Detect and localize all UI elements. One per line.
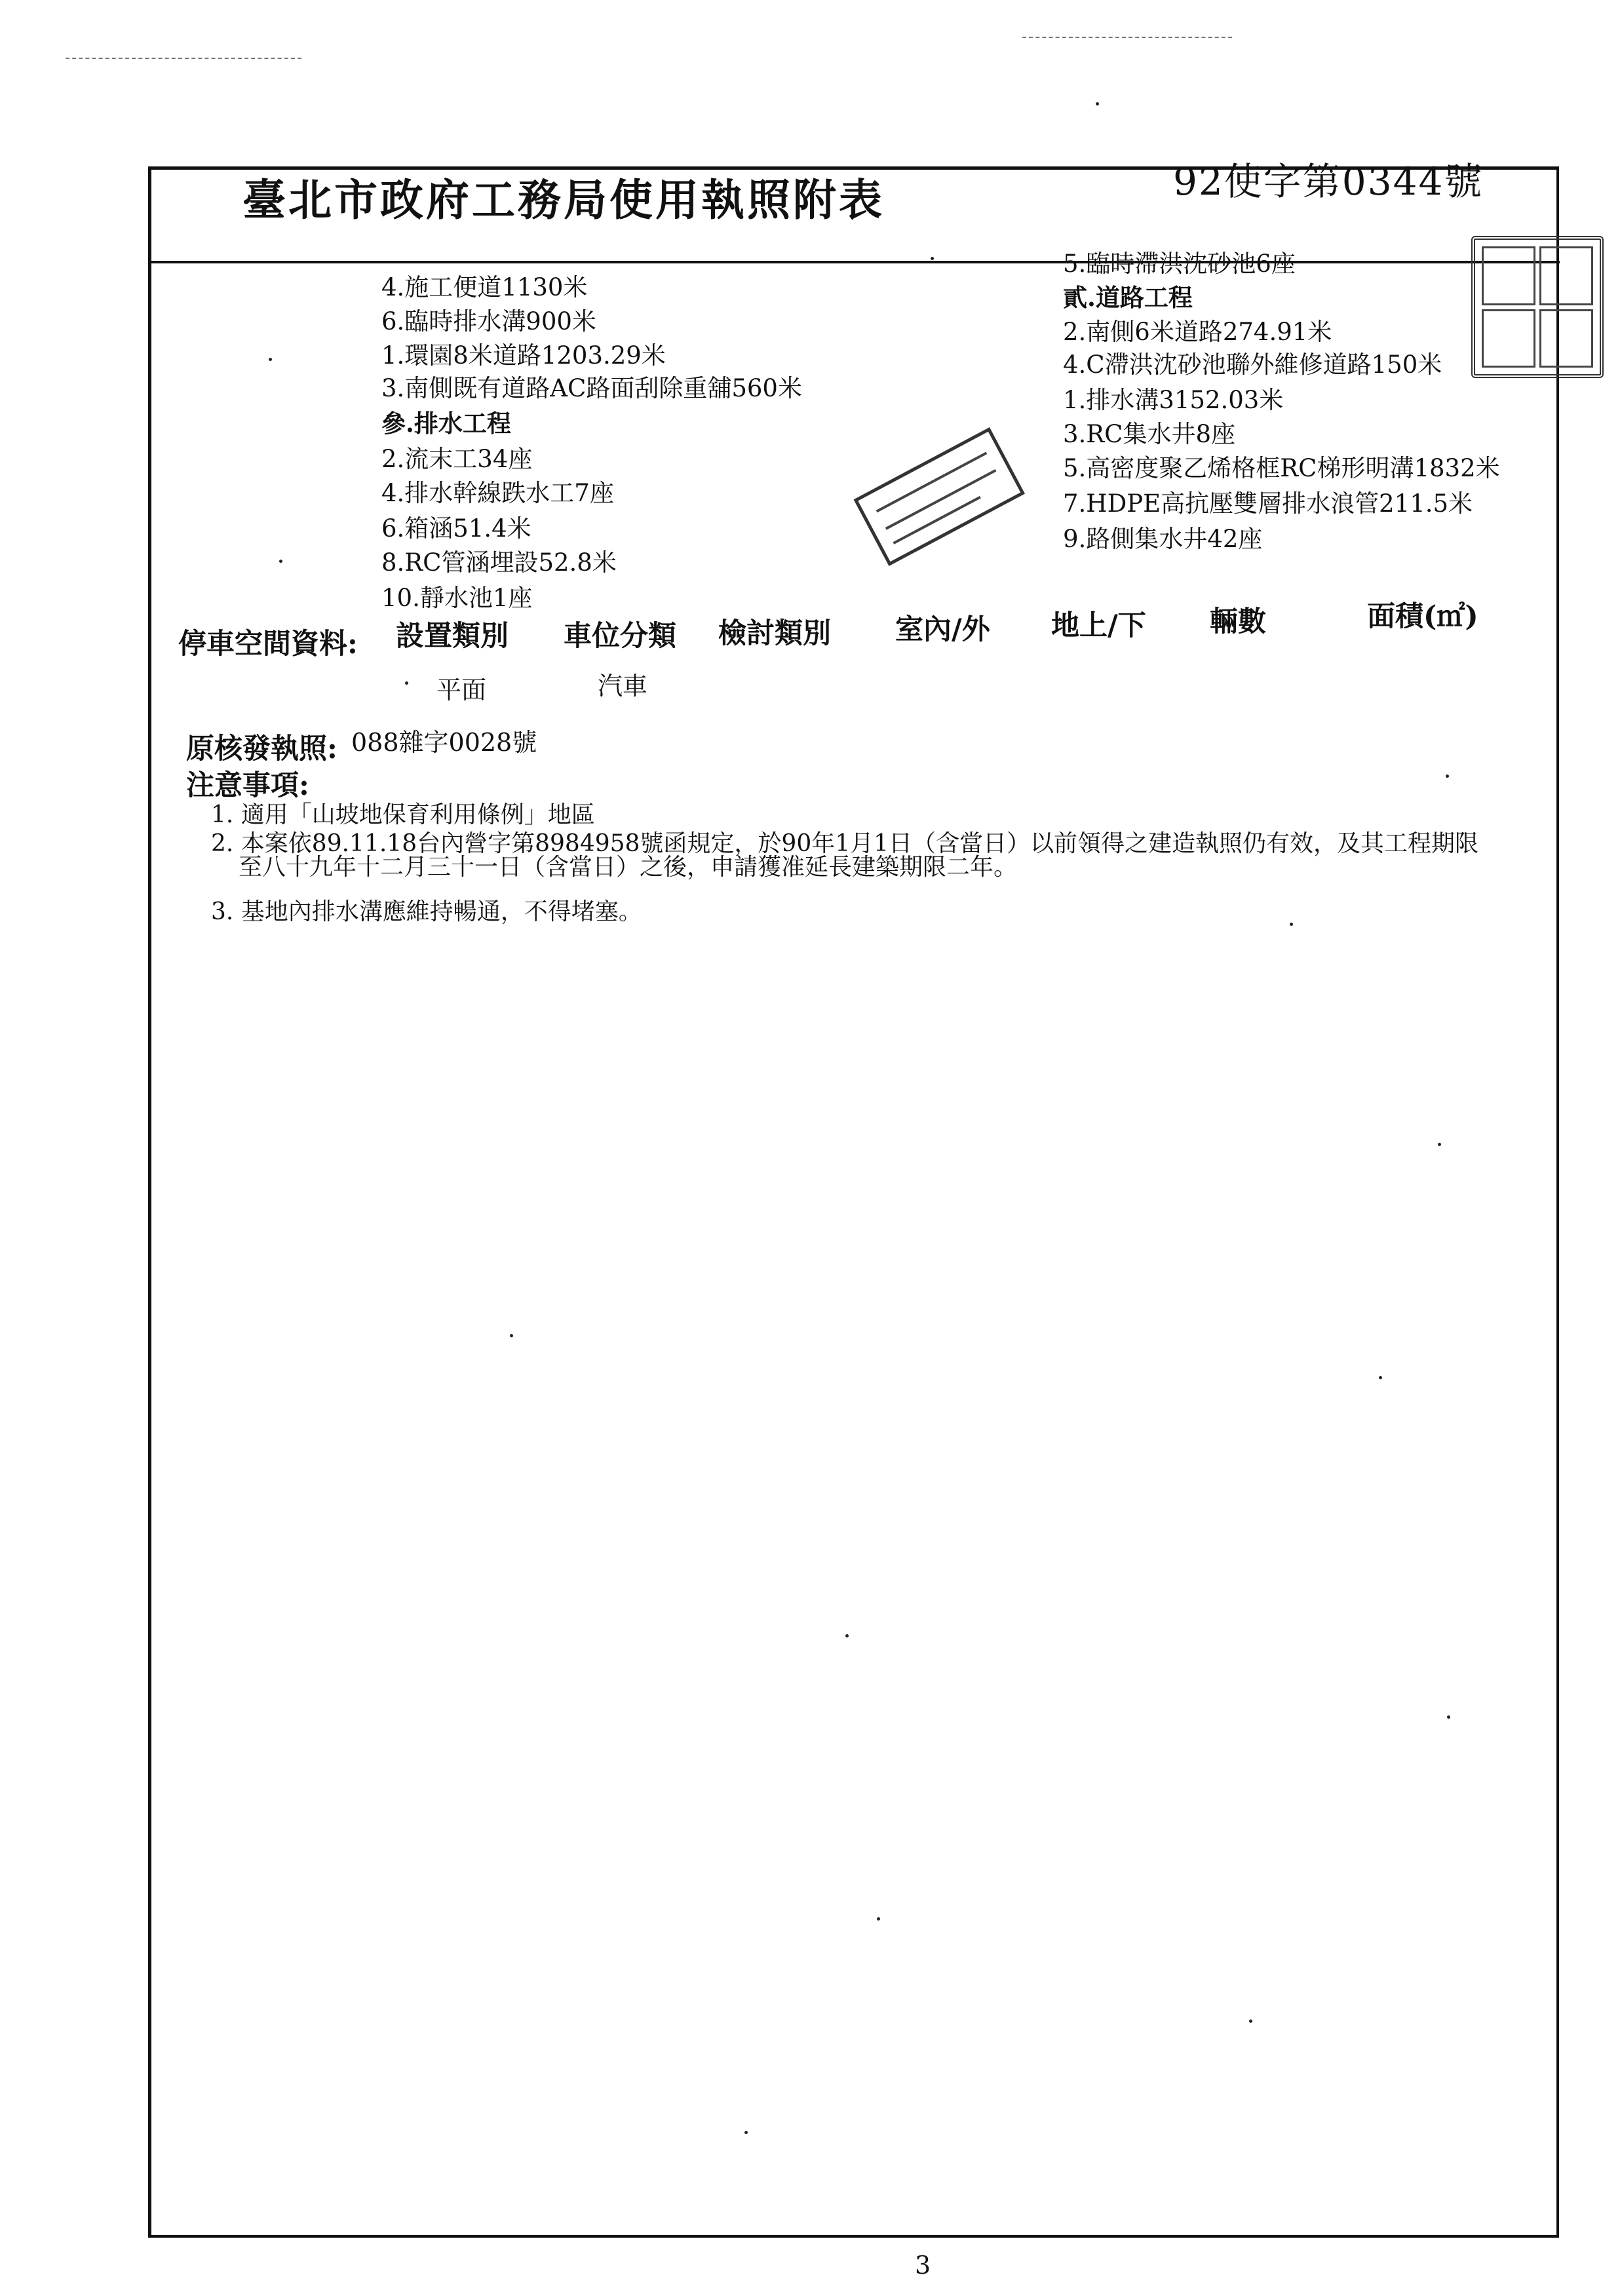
permit-number: 92使字第0344號 xyxy=(1173,159,1484,204)
item-left: 4.施工便道1130米 xyxy=(381,273,588,301)
note-item: 2. 本案依89.11.18台內營字第8984958號函規定，於90年1月1日（含當日）以前領得之建造執照仍有效，及其工程期限 xyxy=(211,830,1479,857)
scan-speck xyxy=(1446,775,1449,778)
original-permit-label: 原核發執照: xyxy=(186,733,338,765)
item-right: 1.排水溝3152.03米 xyxy=(1063,386,1284,414)
official-seal-icon xyxy=(1471,236,1604,378)
page-number: 3 xyxy=(915,2251,931,2280)
scan-speck xyxy=(744,2131,748,2134)
scan-speck xyxy=(845,1634,849,1637)
notes-heading: 注意事項: xyxy=(186,769,309,802)
item-left: 8.RC管涵埋設52.8米 xyxy=(381,548,617,577)
scan-speck xyxy=(279,560,282,563)
header-divider xyxy=(148,261,1560,263)
original-permit-value: 088雜字0028號 xyxy=(351,728,537,757)
parking-label: 停車空間資料: xyxy=(178,628,358,660)
note-item: 3. 基地內排水溝應維持暢通，不得堵塞。 xyxy=(211,898,642,925)
scan-speck xyxy=(1249,2019,1252,2023)
scan-artifact-line xyxy=(1022,37,1232,38)
item-right: 7.HDPE高抗壓雙層排水浪管211.5米 xyxy=(1063,489,1473,518)
parking-value: 平面 xyxy=(436,676,487,704)
parking-col-header: 地上/下 xyxy=(1051,609,1146,642)
item-right: 3.RC集水井8座 xyxy=(1063,420,1236,448)
item-left: 6.箱涵51.4米 xyxy=(381,514,531,543)
parking-col-header: 檢討類別 xyxy=(718,617,831,650)
note-item: 1. 適用「山坡地保育利用條例」地區 xyxy=(211,801,595,828)
item-right: 2.南側6米道路274.91米 xyxy=(1063,318,1332,346)
parking-col-header: 輛數 xyxy=(1210,605,1266,638)
section-heading: 貳.道路工程 xyxy=(1063,283,1193,312)
item-left: 3.南側既有道路AC路面刮除重舖560米 xyxy=(381,374,802,402)
parking-col-header: 面積(㎡) xyxy=(1367,600,1478,633)
scan-speck xyxy=(931,257,934,260)
item-left: 1.環園8米道路1203.29米 xyxy=(381,341,666,370)
scan-speck xyxy=(1096,102,1099,105)
scan-artifact-line xyxy=(66,58,301,59)
section-heading: 參.排水工程 xyxy=(381,409,511,438)
scan-speck xyxy=(1290,923,1293,926)
note-item: 至八十九年十二月三十一日（含當日）之後，申請獲准延長建築期限二年。 xyxy=(239,854,1018,881)
scan-speck xyxy=(1379,1376,1382,1379)
parking-col-header: 室內/外 xyxy=(895,613,990,646)
item-left: 2.流末工34座 xyxy=(381,445,533,473)
item-right: 9.路側集水井42座 xyxy=(1063,525,1263,553)
scan-speck xyxy=(1438,1143,1441,1146)
scan-speck xyxy=(877,1917,880,1921)
item-right: 5.高密度聚乙烯格框RC梯形明溝1832米 xyxy=(1063,454,1500,482)
scan-speck xyxy=(269,358,272,361)
parking-value: 汽車 xyxy=(598,672,648,700)
item-left: 10.靜水池1座 xyxy=(381,584,533,612)
scan-speck xyxy=(1447,1715,1450,1719)
parking-col-header: 設置類別 xyxy=(396,620,509,653)
document-title: 臺北市政府工務局使用執照附表 xyxy=(242,174,885,225)
item-right: 4.C滯洪沈砂池聯外維修道路150米 xyxy=(1063,351,1442,379)
item-left: 6.臨時排水溝900米 xyxy=(381,307,596,335)
parking-col-header: 車位分類 xyxy=(564,620,676,653)
scan-speck xyxy=(405,681,408,685)
item-left: 4.排水幹線跌水工7座 xyxy=(381,479,614,507)
scan-speck xyxy=(510,1334,513,1337)
item-right: 5.臨時滯洪沈砂池6座 xyxy=(1063,250,1296,278)
